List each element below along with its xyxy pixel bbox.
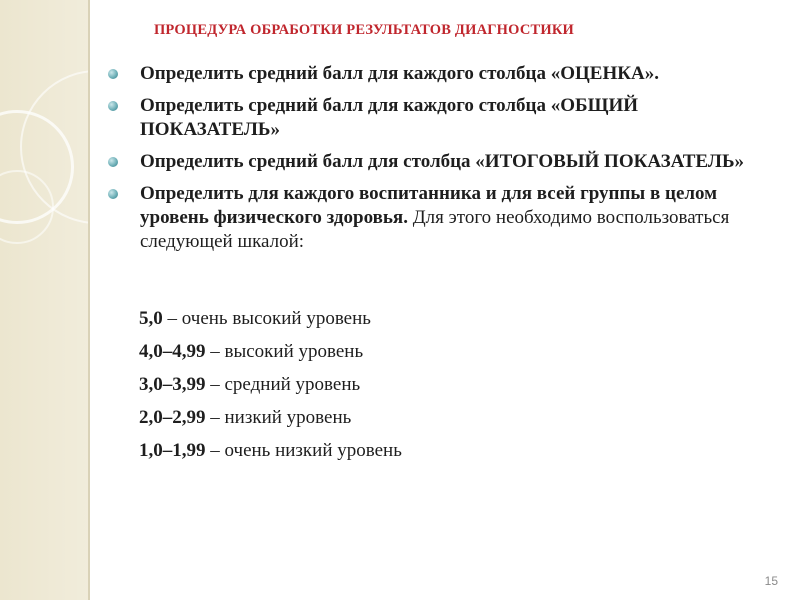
scale-label: – очень высокий уровень bbox=[162, 308, 371, 329]
bullet-icon bbox=[108, 69, 118, 79]
scale-value: 4,0–4,99 bbox=[139, 341, 206, 362]
bullet-text-bold: Определить для каждого воспитанника и для всей группы в целом уровень физического здоровья. bbox=[140, 183, 718, 228]
scale-label: – средний уровень bbox=[205, 374, 361, 395]
scale-row bbox=[139, 368, 402, 401]
bullet-text-bold: Определить средний балл для каждого столбца «ОБЩИЙ ПОКАЗАТЕЛЬ» bbox=[140, 95, 639, 140]
bullet-text: Для этого необходимо воспользоваться следующей шкалой: bbox=[140, 207, 730, 252]
bullet-item bbox=[96, 150, 756, 174]
rating-scale bbox=[139, 302, 402, 467]
scale-value: 5,0 bbox=[139, 308, 163, 329]
scale-label: – очень низкий уровень bbox=[205, 440, 402, 461]
scale-row bbox=[139, 335, 402, 368]
decorative-sidebar bbox=[0, 0, 88, 600]
bullet-list bbox=[96, 62, 756, 262]
bullet-item bbox=[96, 182, 756, 254]
bullet-text-bold: Определить средний балл для каждого столбца «ОЦЕНКА». bbox=[140, 63, 660, 84]
scale-row bbox=[139, 302, 402, 335]
slide-content bbox=[96, 0, 786, 600]
sidebar-divider bbox=[88, 0, 90, 600]
scale-row bbox=[139, 434, 402, 467]
slide-title: ПРОЦЕДУРА ОБРАБОТКИ РЕЗУЛЬТАТОВ ДИАГНОСТИКИ bbox=[153, 22, 575, 38]
bullet-item bbox=[96, 94, 756, 142]
bullet-icon bbox=[108, 157, 118, 167]
bullet-text-bold: Определить средний балл для столбца «ИТОГОВЫЙ ПОКАЗАТЕЛЬ» bbox=[140, 151, 745, 172]
scale-row bbox=[139, 401, 402, 434]
bullet-icon bbox=[108, 101, 118, 111]
scale-label: – высокий уровень bbox=[205, 341, 364, 362]
bullet-item bbox=[96, 62, 756, 86]
bullet-icon bbox=[108, 189, 118, 199]
scale-label: – низкий уровень bbox=[205, 407, 352, 428]
scale-value: 1,0–1,99 bbox=[139, 440, 206, 461]
scale-value: 3,0–3,99 bbox=[139, 374, 206, 395]
scale-value: 2,0–2,99 bbox=[139, 407, 206, 428]
page-number: 15 bbox=[764, 574, 778, 588]
